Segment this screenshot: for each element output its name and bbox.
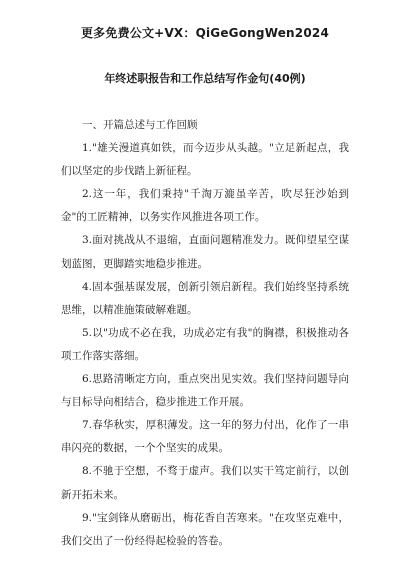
paragraph: 5.以"功成不必在我，功成必定有我"的胸襟，积极推动各项工作落实落细。 [61,326,349,362]
section-heading: 一、开篇总述与工作回顾 [82,119,198,131]
paragraph: 1."雄关漫道真如铁，而今迈步从头越。"立足新起点，我们以坚定的步伐踏上新征程。 [61,142,349,178]
paragraph: 4.固本强基谋发展，创新引领启新程。我们始终坚持系统思维，以精准施策破解难题。 [61,280,349,316]
promo-header: 更多免费公文+VX：QiGeGongWen2024 [80,26,329,40]
document-body [61,114,349,553]
document-title: 年终述职报告和工作总结写作金句(40例) [104,72,306,85]
paragraph: 9."宝剑锋从磨砺出，梅花香自苦寒来。"在攻坚克难中，我们交出了一份经得起检验的答卷。 [61,511,349,547]
paragraph: 7.春华秋实，厚积薄发。这一年的努力付出，化作了一串串闪亮的数据，一个个坚实的成果。 [61,419,349,455]
paragraph: 8.不驰于空想，不骛于虚声。我们以实干笃定前行，以创新开拓未来。 [61,465,349,501]
paragraph: 2.这一年，我们秉持"千淘万漉虽辛苦，吹尽狂沙始到金"的工匠精神，以务实作风推进各项工作。 [61,188,349,224]
paragraph: 3.面对挑战从不退缩，直面问题精准发力。既仰望星空谋划蓝图，更脚踏实地稳步推进。 [61,234,349,270]
paragraph: 6.思路清晰定方向，重点突出见实效。我们坚持问题导向与目标导向相结合，稳步推进工作开展。 [61,373,349,409]
